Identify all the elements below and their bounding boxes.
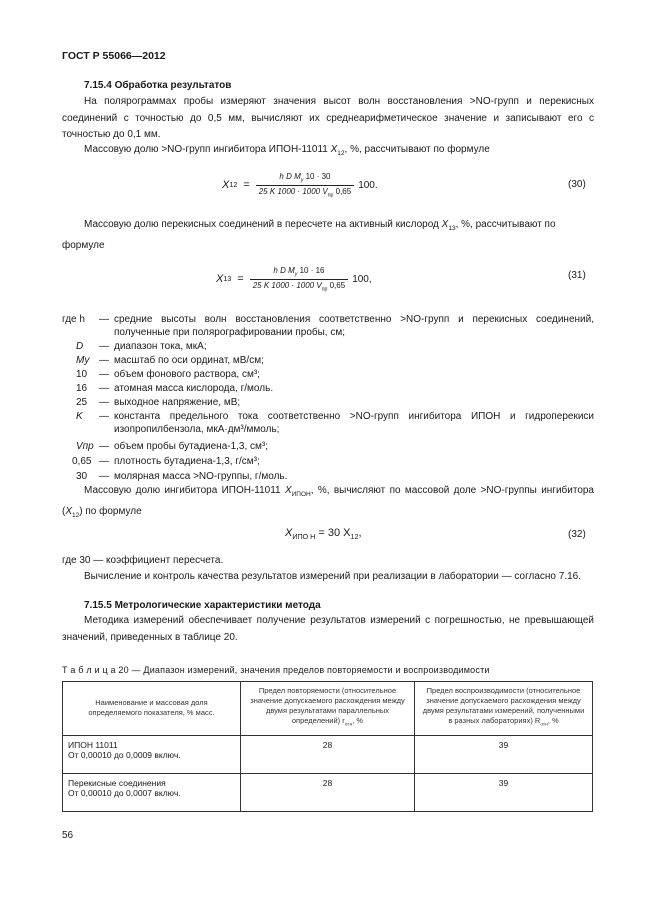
paragraph-inhibitor: Массовую долю ингибитора ИПОН-11011 $X_{ИПОН}$, %, вычисляют по массовой доле >NO-группы ингибитора $(X_{12})$ по формуле bbox=[62, 485, 594, 519]
section-heading-7-15-4: 7.15.4 Обработка результатов bbox=[84, 80, 232, 91]
table-cell-R: 39 bbox=[415, 735, 593, 773]
equation-number-32: (32) bbox=[568, 529, 586, 540]
formula-30-fraction: $\frac{h D M_y 10 \cdot 30}{25 K 1000 \cdot 1000 V_{пр} 0,65}$ bbox=[256, 172, 354, 198]
table-header-row bbox=[63, 682, 593, 736]
table-header-repeatability: Предел повторяемости (относительное значение допускаемого расхождения между двумя результатами параллельных определений) $r_{отн}$, % bbox=[241, 682, 415, 736]
table-header-reproducibility: Предел воспроизводимости (относительное значение допускаемого расхождения между двумя результатами измерений, полученными в разных лабораториях) $R_{отн}$, % bbox=[415, 682, 593, 736]
table-cell-r: 28 bbox=[241, 773, 415, 811]
legend-item-h: где h — средние высоты волн восстановления соответственно >NO-групп и перекисных соединений, полученные при полярографировании пробы, см; bbox=[62, 314, 594, 338]
table-row bbox=[63, 735, 593, 773]
formula-31: X 13 = $\frac{h D M_y 10 \cdot 16}{25 K 1000 \cdot 1000 V_{пр} 0,65}$ 100, bbox=[216, 265, 372, 293]
formula-32: $X_{ИПО Н} = 30$ $X_{12}$, bbox=[285, 527, 362, 542]
equation-number-30: (30) bbox=[568, 179, 586, 190]
formula-30: X 12 = $\frac{h D M_y 10 \cdot 30}{25 K 1000 \cdot 1000 V_{пр} 0,65}$ 100. bbox=[222, 171, 378, 199]
legend-item-k: K — константа предельного тока соответственно >NO-групп ингибитора ИПОН и гидроперекиси изопропилбензола, мкА·дм³/ммоль; bbox=[76, 411, 594, 435]
table-cell-name: ИПОН 11011 От 0,00010 до 0,0009 включ. bbox=[63, 735, 241, 773]
document-header: ГОСТ Р 55066—2012 bbox=[62, 50, 166, 62]
section-heading-7-15-5: 7.15.5 Метрологические характеристики метода bbox=[84, 600, 321, 611]
table-caption: Т а б л и ц а 20 — Диапазон измерений, значения пределов повторяемости и воспроизводимости bbox=[62, 665, 490, 675]
table-cell-r: 28 bbox=[241, 735, 415, 773]
paragraph-peroxides: Массовую долю перекисных соединений в пересчете на активный кислород $X_{13}$, %, рассчитывают по формуле bbox=[62, 219, 556, 251]
paragraph-no-groups: Массовую долю >NO-групп ингибитора ИПОН-11011 $X_{12}$, %, рассчитывают по формуле bbox=[84, 144, 490, 157]
paragraph-polarogram: На полярограммах пробы измеряют значения высот волн восстановления >NO-групп и перекисных соединений с точностью до 0,5 мм, вычисляют их среднеарифметическое значение и записывают его с точностью до 0,1 мм. bbox=[62, 96, 594, 140]
table-header-name: Наименование и массовая доля определяемого показателя, % масс. bbox=[63, 682, 241, 736]
equation-number-31: (31) bbox=[568, 270, 586, 281]
table-cell-R: 39 bbox=[415, 773, 593, 811]
formula-31-fraction: $\frac{h D M_y 10 \cdot 16}{25 K 1000 \cdot 1000 V_{пр} 0,65}$ bbox=[250, 266, 348, 292]
symbol-x13: X bbox=[441, 219, 449, 230]
paragraph-quality-control: Вычисление и контроль качества результатов измерений при реализации в лаборатории — согласно 7.16. bbox=[84, 571, 581, 582]
paragraph-metrology: Методика измерений обеспечивает получение результатов измерений с погрешностью, не превышающей значений, приведенных в таблице 20. bbox=[62, 615, 594, 643]
table-20 bbox=[62, 681, 593, 812]
symbol-x12: X bbox=[330, 144, 338, 155]
table-row bbox=[63, 773, 593, 811]
page-number: 56 bbox=[62, 830, 74, 841]
table-cell-name: Перекисные соединения От 0,00010 до 0,0007 включ. bbox=[63, 773, 241, 811]
paragraph-coefficient: где 30 — коэффициент пересчета. bbox=[62, 555, 224, 566]
